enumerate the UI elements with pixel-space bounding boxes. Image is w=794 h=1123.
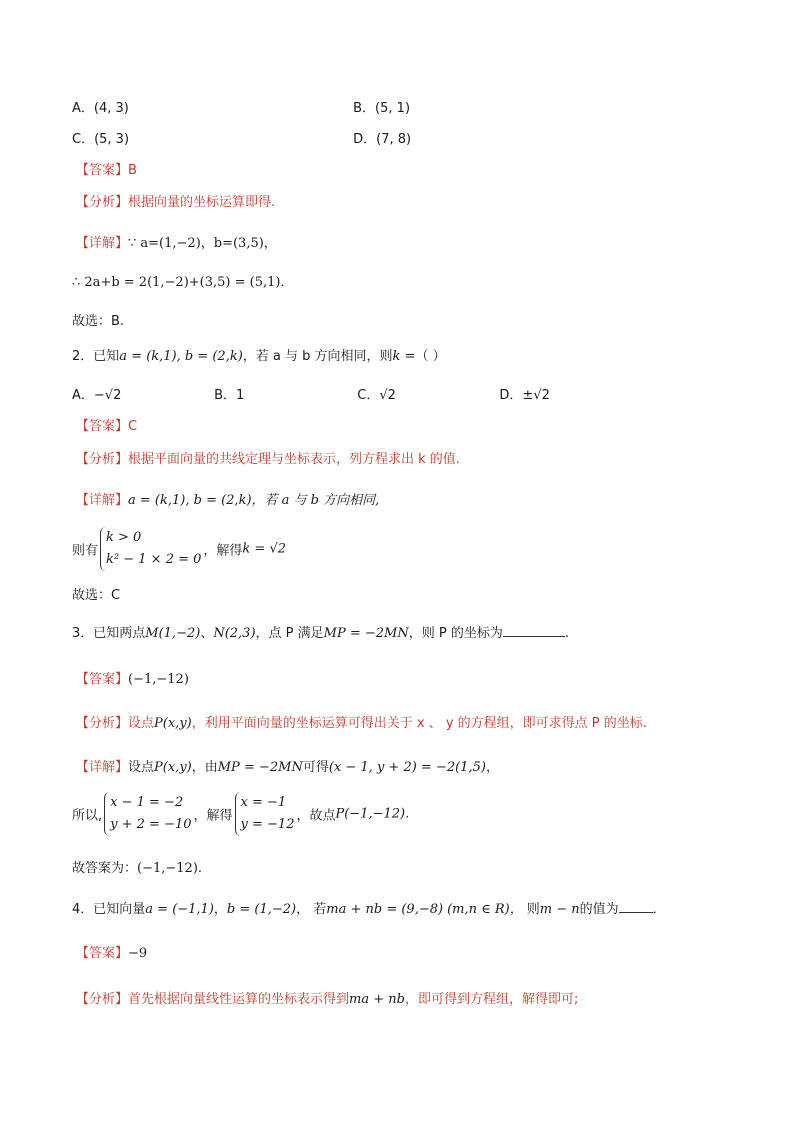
q2-option-a: A．−√2: [72, 388, 122, 403]
point-math: P(−1,−12): [335, 806, 406, 822]
q1-option-row-1: [72, 99, 410, 119]
analysis-math: P(x,y): [154, 716, 192, 731]
final-math: (−1,−12): [137, 861, 198, 876]
stem-text: .: [564, 626, 569, 641]
final-text: 故答案为：: [72, 861, 138, 876]
analysis-text: 首先根据向量线性运算的坐标表示得到: [128, 992, 350, 1007]
detail-math: P(x,y): [154, 760, 192, 775]
system-text: ，故点: [296, 808, 336, 824]
detail-math: (x − 1, y + 2) = −2(1,5): [328, 760, 486, 775]
q3-final: [72, 859, 202, 879]
solve-math: k = √2: [242, 541, 286, 557]
detail-text: ，: [485, 760, 499, 775]
q1-detail-line2: [72, 273, 293, 293]
q2-choice: [72, 586, 120, 606]
system-text: .: [405, 806, 410, 822]
stem-math: N(2,3): [213, 626, 256, 641]
analysis-tag: 【分析】: [76, 195, 129, 210]
answer-value: −9: [128, 946, 148, 961]
answer-tag: 【答案】: [76, 946, 129, 961]
system-lead: 所以,: [72, 808, 103, 824]
q2-answer: [72, 417, 137, 437]
equation: k > 0: [106, 530, 142, 545]
stem-text: 2．已知: [72, 349, 120, 364]
q3-answer: [72, 670, 189, 690]
q1-option-row-2: [72, 130, 411, 150]
answer-tag: 【答案】: [76, 672, 129, 687]
detail-tag: 【详解】: [76, 493, 129, 508]
analysis-tag: 【分析】: [76, 716, 129, 731]
answer-value: B: [128, 163, 137, 178]
stem-text: 的值为: [579, 902, 619, 917]
stem-text: ，若 a 与 b 方向相同，则: [242, 349, 393, 364]
system-text: ，解得: [193, 808, 233, 824]
q1-answer: [72, 161, 137, 181]
stem-paren: （ ）: [415, 349, 446, 364]
stem-math: a = (k,1), b = (2,k): [119, 349, 243, 364]
analysis-tag: 【分析】: [76, 452, 129, 467]
q4-answer: [72, 944, 147, 964]
stem-text: ，则 P 的坐标为: [408, 626, 503, 641]
q1-option-b: B．(5, 1): [353, 101, 411, 116]
system-lead: 则有: [72, 543, 99, 559]
q1-analysis: [72, 193, 275, 213]
stem-text: 3．已知两点: [72, 626, 146, 641]
q1-option-c: C．(5, 3): [72, 132, 130, 147]
stem-math: b = (1,−2): [226, 902, 297, 917]
q1-detail: [72, 234, 277, 254]
analysis-math: ma + nb: [349, 992, 405, 1007]
q3-analysis: [72, 714, 647, 734]
answer-value: C: [128, 419, 138, 434]
equation-system: [100, 527, 201, 571]
stem-math: MP = −2MN: [323, 626, 409, 641]
q1-choice: [72, 312, 124, 332]
q2-option-d: D．±√2: [499, 388, 550, 403]
answer-tag: 【答案】: [76, 163, 129, 178]
final-text: .: [197, 861, 203, 876]
choice-text: 故选：B.: [72, 314, 125, 329]
detail-math: MP = −2MN: [217, 760, 303, 775]
detail-math: ∴ 2a+b = 2(1,−2)+(3,5) = (5,1)．: [72, 275, 294, 290]
detail-tag: 【详解】: [76, 760, 129, 775]
equation: k² − 1 × 2 = 0: [106, 552, 202, 567]
detail-text: ，由: [191, 760, 218, 775]
q2-analysis: [72, 450, 469, 470]
stem-text: 则: [526, 902, 540, 917]
stem-math: m − n: [539, 902, 580, 917]
detail-text: 可得: [302, 760, 329, 775]
analysis-text: 根据向量的坐标运算即得.: [128, 195, 276, 210]
fill-blank: [503, 624, 565, 637]
q1-option-a: A．(4, 3): [72, 101, 129, 116]
stem-math: (m,n ∈ R)，: [447, 902, 523, 917]
q3-detail: [72, 758, 499, 778]
q4-stem: [72, 900, 666, 920]
q2-option-c: C．√2: [357, 388, 396, 403]
detail-math: ∵ a=(1,−2)，b=(3,5)，: [128, 236, 277, 251]
q2-stem: [72, 347, 446, 367]
stem-math: a = (−1,1): [145, 902, 214, 917]
q2-option-b: B．1: [214, 388, 245, 403]
analysis-text: 根据平面向量的共线定理与坐标表示，列方程求出 k 的值．: [128, 452, 469, 467]
stem-text: ， 若: [296, 902, 327, 917]
stem-math: ma + nb = (9,−8): [326, 902, 444, 917]
detail-math: a = (k,1), b = (2,k)，若 a 与 b 方向相同,: [128, 493, 380, 508]
equation: x − 1 = −2: [110, 795, 184, 810]
q4-analysis: [72, 990, 578, 1010]
analysis-text: 设点: [128, 716, 155, 731]
detail-text: 设点: [128, 760, 155, 775]
analysis-text: ，即可得到方程组，解得即可;: [404, 992, 579, 1007]
equation-system: [104, 792, 191, 836]
detail-tag: 【详解】: [76, 236, 129, 251]
equation: x = −1: [240, 795, 287, 810]
answer-tag: 【答案】: [76, 419, 129, 434]
stem-text: ，: [213, 902, 227, 917]
q1-option-d: D．(7, 8): [353, 132, 412, 147]
q2-detail: [72, 491, 379, 511]
stem-text: ，点 P 满足: [255, 626, 324, 641]
analysis-text: ，利用平面向量的坐标运算可得出关于 x 、 y 的方程组，即可求得点 P 的坐标.: [191, 716, 647, 731]
q2-options: [72, 386, 550, 406]
fill-blank: [619, 900, 653, 913]
choice-text: 故选：C: [72, 588, 121, 603]
answer-value: (−1,−12): [128, 672, 189, 687]
stem-text: 、: [200, 626, 214, 641]
q3-systems: [72, 792, 409, 836]
stem-text: ．: [652, 902, 666, 917]
stem-math: k =: [392, 349, 416, 364]
stem-text: 4．已知向量: [72, 902, 146, 917]
equation: y = −12: [240, 817, 295, 832]
stem-math: M(1,−2): [145, 626, 201, 641]
q2-system: [72, 527, 286, 571]
equation: y + 2 = −10: [110, 817, 192, 832]
q3-stem: [72, 624, 569, 644]
equation-system: [235, 792, 295, 836]
analysis-tag: 【分析】: [76, 992, 129, 1007]
system-text: ，解得: [203, 543, 243, 559]
